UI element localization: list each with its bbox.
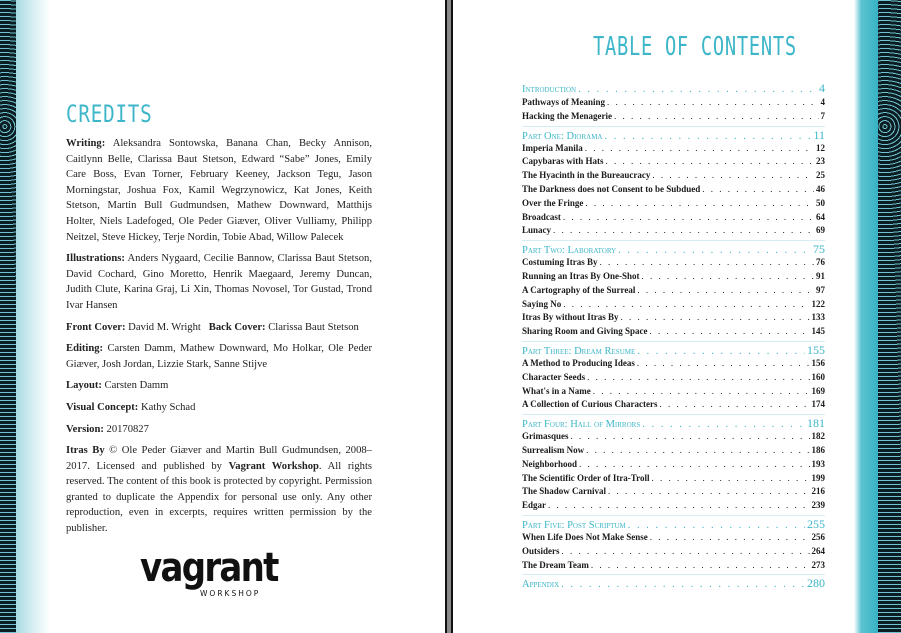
table-of-contents [522,78,825,590]
toc-title: TABLE OF CONTENTS [593,32,797,62]
toc-leader-dots [659,398,809,412]
toc-page-number: 97 [816,284,825,295]
toc-page-number: 46 [816,183,825,194]
toc-page-number: 91 [816,270,825,281]
toc-label: Lunacy [522,225,552,236]
toc-page-number: 7 [820,110,825,121]
toc-leader-dots [563,298,809,312]
toc-leader-dots [600,256,814,270]
toc-leader-dots [562,545,810,559]
toc-page-number: 160 [811,371,825,382]
toc-entry-link[interactable] [522,357,825,371]
credit-cover: Front Cover: David M. Wright Back Cover: Clarissa Baut Stetson [66,321,359,333]
credit-illustrations: Illustrations: Anders Nygaard, Cecilie Bannow, Clarissa Baut Stetson, David Cochard, Gino Moretto, Henrik Maegaard, Jeremy Duncan, Judith Clute, Karina Graj, Li Xin, Thomas Novosel, Tor Gustad, Trond Ivar Hansen [66,253,372,311]
toc-entry-link[interactable] [522,96,825,110]
credits-page [0,0,445,633]
toc-entry-link[interactable] [522,284,825,298]
toc-label: Appendix [522,579,560,591]
toc-label: Character Seeds [522,371,586,382]
toc-label: When Life Does Not Make Sense [522,531,648,542]
toc-entry-link[interactable] [522,142,825,156]
page-gutter [445,0,453,633]
toc-entry-link[interactable] [522,211,825,225]
toc-label: Itras By without Itras By [522,312,619,323]
toc-label: Pathways of Meaning [522,97,605,107]
toc-label: Imperia Manila [522,142,583,153]
toc-entry-link[interactable] [522,458,825,472]
toc-entry-link[interactable] [522,325,825,339]
toc-section-link[interactable] [522,80,825,96]
toc-page-number: 25 [816,170,825,181]
toc-label: The Scientific Order of Itra-Troll [522,472,650,483]
toc-label: The Hyacinth in the Bureaucracy [522,170,651,181]
toc-page-number: 69 [816,225,825,236]
toc-leader-dots [591,559,810,573]
toc-entry-link[interactable] [522,169,825,183]
toc-page-number: 239 [811,500,825,511]
toc-label: Broadcast [522,211,561,222]
toc-entry-link[interactable] [522,398,825,412]
toc-page-number: 181 [807,416,825,431]
toc-page-number: 133 [811,312,825,323]
credit-editing: Editing: Carsten Damm, Mathew Downward, Mo Holkar, Ole Peder Giæver, Josh Jordan, Lizzie Stark, Sanne Stijve [66,343,372,370]
toc-leader-dots [637,284,814,298]
toc-label: Over the Fringe [522,197,584,208]
toc-leader-dots [608,485,809,499]
toc-leader-dots [652,169,814,183]
credit-version: Version: 20170827 [66,423,149,435]
toc-page-number: 11 [813,127,825,142]
toc-entry-link[interactable] [522,371,825,385]
toc-section-link[interactable] [522,515,825,531]
toc-page-number: 182 [811,431,825,442]
toc-entry-link[interactable] [522,224,825,238]
toc-label: A Cartography of the Surreal [522,284,636,295]
toc-entry-link[interactable] [522,183,825,197]
credit-visual-concept: Visual Concept: Kathy Schad [66,401,196,413]
vagrant-workshop-logo: vagrant WORKSHOP [140,544,278,598]
toc-leader-dots [553,224,814,238]
toc-page-number: 12 [816,142,825,153]
toc-page [453,0,901,633]
toc-page-number: 280 [807,576,825,591]
toc-entry-link[interactable] [522,485,825,499]
toc-label: Part One: Diorama [522,130,603,142]
toc-section-link[interactable] [522,341,825,357]
toc-entry-link[interactable] [522,531,825,545]
toc-leader-dots [561,577,805,593]
toc-leader-dots [585,197,814,211]
toc-entry-link[interactable] [522,311,825,325]
toc-leader-dots [579,458,809,472]
toc-leader-dots [642,270,814,284]
toc-leader-dots [621,311,810,325]
toc-leader-dots [548,499,809,513]
toc-label: Neighborhood [522,458,578,469]
toc-leader-dots [651,472,809,486]
toc-entry-link[interactable] [522,155,825,169]
toc-entry-link[interactable] [522,298,825,312]
toc-page-number: 264 [811,545,825,556]
toc-entry-link[interactable] [522,256,825,270]
toc-page-number: 75 [813,242,825,257]
credits-title: CREDITS [66,100,153,128]
toc-label: Surrealism Now [522,444,585,455]
toc-leader-dots [650,325,810,339]
toc-label: Sharing Room and Giving Space [522,326,648,337]
toc-label: A Method to Producing Ideas [522,357,635,368]
toc-section-link[interactable] [522,126,825,142]
toc-page-number: 186 [811,444,825,455]
toc-page-number: 23 [816,156,825,167]
toc-leader-dots [637,357,810,371]
toc-page-number: 193 [811,458,825,469]
toc-label: A Collection of Curious Characters [522,399,658,410]
toc-leader-dots [571,430,810,444]
toc-page-number: 145 [811,326,825,337]
toc-entry-link[interactable] [522,270,825,284]
toc-entry-link[interactable] [522,110,825,124]
watercolor-wash [854,0,878,633]
toc-label: Grimasques [522,431,569,442]
toc-section-link[interactable] [522,414,825,430]
toc-label: Part Four: Hall of Mirrors [522,419,641,431]
toc-entry-link[interactable] [522,545,825,559]
toc-label: What's in a Name [522,385,591,396]
toc-page-number: 50 [816,197,825,208]
toc-label: Outsiders [522,545,560,556]
toc-leader-dots [702,183,814,197]
watercolor-wash [16,0,50,633]
toc-leader-dots [586,444,809,458]
toc-page-number: 76 [816,257,825,268]
toc-entry-link[interactable] [522,499,825,513]
toc-label: Part Two: Laboratory [522,245,617,257]
toc-section-link[interactable] [522,574,825,590]
toc-page-number: 4 [820,97,825,107]
toc-page-number: 255 [807,516,825,531]
toc-leader-dots [614,110,819,124]
toc-page-number: 199 [811,472,825,483]
toc-leader-dots [587,371,809,385]
toc-page-number: 122 [811,298,825,309]
toc-page-number: 174 [811,399,825,410]
toc-leader-dots [650,531,810,545]
toc-entry-link[interactable] [522,559,825,573]
toc-label: The Dream Team [522,559,589,570]
toc-page-number: 216 [811,486,825,497]
toc-leader-dots [606,155,814,169]
toc-label: Hacking the Menagerie [522,110,612,121]
decorative-border [878,0,901,633]
toc-entry-link[interactable] [522,430,825,444]
toc-page-number: 169 [811,385,825,396]
toc-label: Running an Itras By One-Shot [522,270,640,281]
toc-label: Capybaras with Hats [522,156,604,167]
toc-entry-link[interactable] [522,385,825,399]
credit-layout: Layout: Carsten Damm [66,380,169,392]
toc-leader-dots [593,385,810,399]
toc-entry-link[interactable] [522,472,825,486]
toc-label: Introduction [522,84,577,95]
toc-page-number: 4 [819,81,825,95]
toc-page-number: 273 [811,559,825,570]
toc-leader-dots [563,211,814,225]
toc-label: Edgar [522,500,547,511]
toc-leader-dots [607,96,819,110]
toc-entry-link[interactable] [522,444,825,458]
toc-page-number: 64 [816,211,825,222]
toc-section-link[interactable] [522,240,825,256]
toc-label: Saying No [522,298,562,309]
toc-label: Part Five: Post Scriptum [522,519,626,531]
toc-page-number: 156 [811,357,825,368]
toc-page-number: 256 [811,531,825,542]
toc-label: The Shadow Carnival [522,486,607,497]
toc-label: The Darkness does not Consent to be Subdued [522,183,701,194]
toc-label: Part Three: Dream Resume [522,345,636,357]
toc-page-number: 155 [807,342,825,357]
toc-leader-dots [585,142,814,156]
toc-entry-link[interactable] [522,197,825,211]
copyright-notice: Itras By © Ole Peder Giæver and Martin Bull Gudmundsen, 2008–2017. Licensed and published by Vagrant Workshop. All rights reserved. The content of this book is protected by copyright. Permission granted to duplicate the Appendix for personal use only. Any other reproduction, even in excerpts, requires written permission by the publisher. [66,445,373,535]
decorative-border [0,0,16,633]
credit-writing: Writing: Aleksandra Sontowska, Banana Chan, Becky Annison, Caitlynn Belle, Clarissa Baut Stetson, Edward “Sabe” Jones, Emily Care Boss, Evan Torner, February Keeney, Jackson Tegu, Jason Morningstar, Joshua Fox, Kamil Wegrzynowicz, Kat Jones, Keith Stetson, Martin Bull Gudmundsen, Mathew Downward, Matthijs Holter, Niels Ladefoged, Ole Peder Giæver, Oliver Vulliamy, Philipp Neitzel, Steve Hickey, Terje Nordin, Tobie Abad, Willow Palecek [66,138,372,243]
credits-text [66,136,372,599]
toc-label: Costuming Itras By [522,257,598,268]
